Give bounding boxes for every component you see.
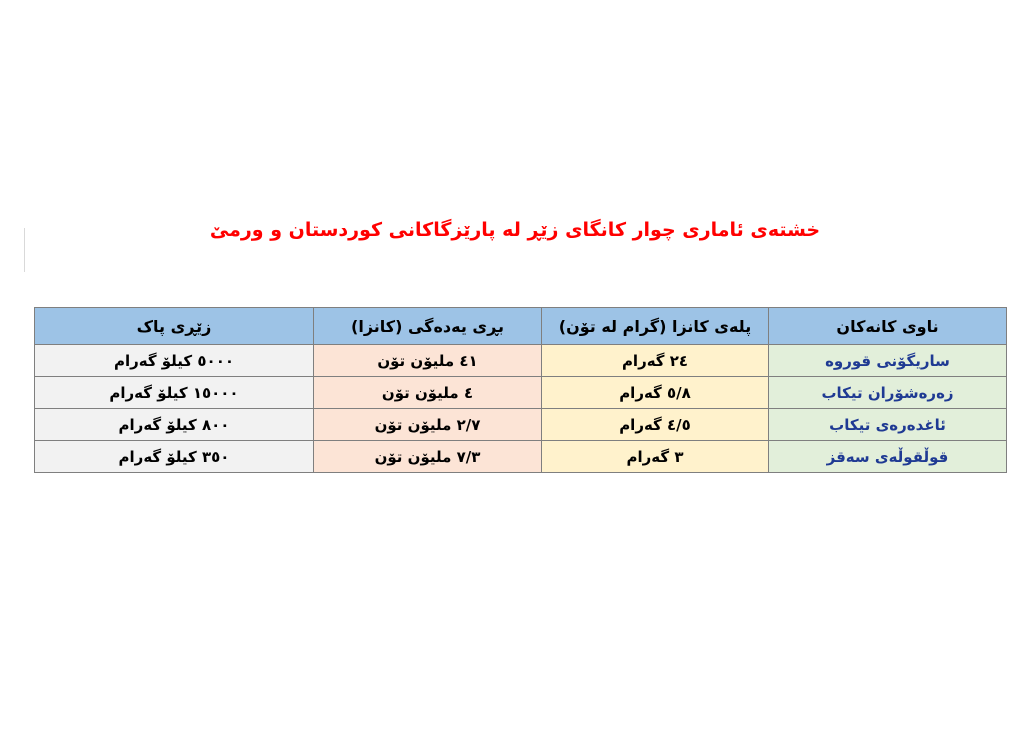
header-mine-name: ناوی کانەکان	[769, 308, 1007, 345]
mine-name-cell: ئاغدەرەی تیکاب	[769, 409, 1007, 441]
mine-name-cell: ساریگۆنی قوروە	[769, 345, 1007, 377]
pure-gold-cell: ٨٠٠ کیلۆ گەرام	[35, 409, 314, 441]
table-row	[35, 345, 1007, 377]
gold-mines-table	[34, 307, 1007, 473]
mine-name-cell: قوڵقوڵەی سەقز	[769, 441, 1007, 473]
table-row	[35, 409, 1007, 441]
ore-reserve-cell: ٧/٣ ملیۆن تۆن	[314, 441, 542, 473]
table-row	[35, 377, 1007, 409]
header-ore-grade: پلەی کانزا (گرام لە تۆن)	[542, 308, 769, 345]
header-pure-gold: زێڕی پاک	[35, 308, 314, 345]
pure-gold-cell: ١٥٠٠٠ کیلۆ گەرام	[35, 377, 314, 409]
ore-grade-cell: ٢٤ گەرام	[542, 345, 769, 377]
header-ore-reserve: بڕی یەدەگی (کانزا)	[314, 308, 542, 345]
pure-gold-cell: ٣٥٠ کیلۆ گەرام	[35, 441, 314, 473]
ore-reserve-cell: ٤١ ملیۆن تۆن	[314, 345, 542, 377]
ore-reserve-cell: ٤ ملیۆن تۆن	[314, 377, 542, 409]
table-header-row	[35, 308, 1007, 345]
ore-reserve-cell: ٢/٧ ملیۆن تۆن	[314, 409, 542, 441]
pure-gold-cell: ٥٠٠٠ کیلۆ گەرام	[35, 345, 314, 377]
ore-grade-cell: ٥/٨ گەرام	[542, 377, 769, 409]
table-row	[35, 441, 1007, 473]
mine-name-cell: زەرەشۆران تیکاب	[769, 377, 1007, 409]
ore-grade-cell: ٣ گەرام	[542, 441, 769, 473]
document-title: خشتەی ئاماری چوار کانگای زێڕ لە پارێزگاکانی کوردستان و ورمێ	[209, 219, 821, 241]
ore-grade-cell: ٤/٥ گەرام	[542, 409, 769, 441]
